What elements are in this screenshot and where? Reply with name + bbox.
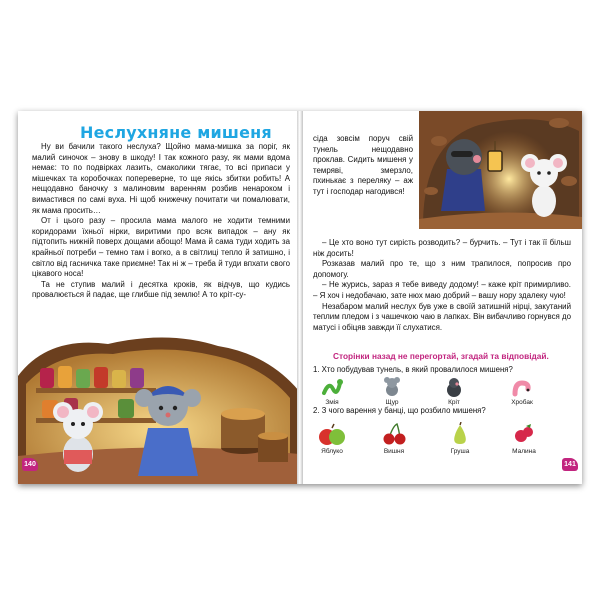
answer-rat[interactable]	[369, 377, 415, 406]
answer-mole[interactable]	[431, 377, 477, 406]
answer-raspberry[interactable]	[501, 422, 547, 455]
answer-label: Вишня	[383, 448, 405, 455]
answer-worm[interactable]	[499, 377, 545, 406]
paragraph: – Не журись, зараз я тебе виведу додому! – каже кріт примирливо. – Я хоч і недобачаю, зате нюх маю добрий – вашу нору здалеку чую!	[313, 280, 571, 300]
right-page	[301, 111, 582, 484]
question-2: 2. З чого варення у банці, що розбило мишеня?	[313, 406, 486, 415]
cherry-icon	[379, 422, 409, 446]
left-page-text	[32, 142, 290, 301]
answer-label: Яблуко	[321, 448, 343, 455]
book-spread	[18, 111, 582, 484]
paragraph: Та не ступив малий і десятка кроків, як відчув, що кудись провалюється й падає, ще глибше під землю! А то кріт-су-	[32, 279, 290, 300]
pantry-illustration	[18, 336, 299, 484]
answer-label: Щур	[385, 399, 399, 406]
quiz-heading: Сторінки назад не перегортай, згадай та відповідай.	[333, 351, 549, 361]
answer-snake[interactable]	[309, 377, 355, 406]
answer-pear[interactable]	[437, 422, 483, 455]
apple-icon	[317, 422, 347, 446]
answer-label: Змія	[325, 399, 339, 406]
snake-icon	[321, 377, 343, 397]
paragraph: сіда зовсім поруч свій тунель нещодавно проклав. Сидить мишеня у темряві, змерзло, пхинькає з переляку – аж тут і господар нагодився!	[313, 134, 413, 196]
question-1: 1. Хто побудував тунель, в який провалилося мишеня?	[313, 365, 513, 374]
story-title: Неслухняне мишеня	[80, 123, 272, 142]
answer-label: Хробак	[511, 399, 533, 406]
page-number: 141	[562, 458, 578, 471]
worm-icon	[511, 377, 533, 397]
answer-cherry[interactable]	[371, 422, 417, 455]
right-page-text	[313, 238, 571, 333]
answer-label: Груша	[450, 448, 470, 455]
answer-label: Кріт	[448, 399, 460, 406]
pear-icon	[445, 422, 475, 446]
paragraph: Розказав малий про те, що з ним трапилося, попросив про допомогу.	[313, 259, 571, 279]
paragraph: От і цього разу – просила мама малого не ходити темними коридорами їхньої нірки, виритими про всяк випадок – ану як підтопить нижній поверх дощами абощо! Мама й сама туди ходить за крайньої потреби – темно там і вогко, а в світлиці тепло й затишно, і світло від гасничка таке приємне! Так ні ж – треба й туди впхати свого цікавого носа!	[32, 216, 290, 279]
mole	[441, 139, 485, 211]
burrow-illustration	[419, 111, 582, 229]
left-page	[18, 111, 299, 484]
mole-icon	[443, 377, 465, 397]
paragraph: Ну ви бачили такого неслуха? Щойно мама-мишка за поріг, як малий синочок – знову в шкоду! І так кожного разу, як мами вдома немає: то по подвірках лазить, смаколики тягає, то всі припаси у мішечках та коробочках попереверне, то ще якісь збитки робить! А нещодавно баночку з малиновим варенням розбив ненароком і вимастився по самі вуха. Ні щоб книжечку почитати чи помалювати, як мама просить…	[32, 142, 290, 215]
paragraph: – Це хто воно тут сирість розводить? – бурчить. – Тут і так її більш ніж досить!	[313, 238, 571, 258]
paragraph: Незабаром малий неслух був уже в своїй затишній нірці, закутаний теплим пледом і з чашечкою чаю в лапках. Він вибачливо горнувся до матусі і обіцяв завжди її слухатися.	[313, 301, 571, 332]
answer-label: Малина	[512, 448, 536, 455]
answer-apple[interactable]	[309, 422, 355, 455]
right-page-top-text	[313, 134, 413, 198]
raspberry-icon	[509, 422, 539, 446]
page-number: 140	[22, 458, 38, 471]
rat-icon	[381, 377, 403, 397]
